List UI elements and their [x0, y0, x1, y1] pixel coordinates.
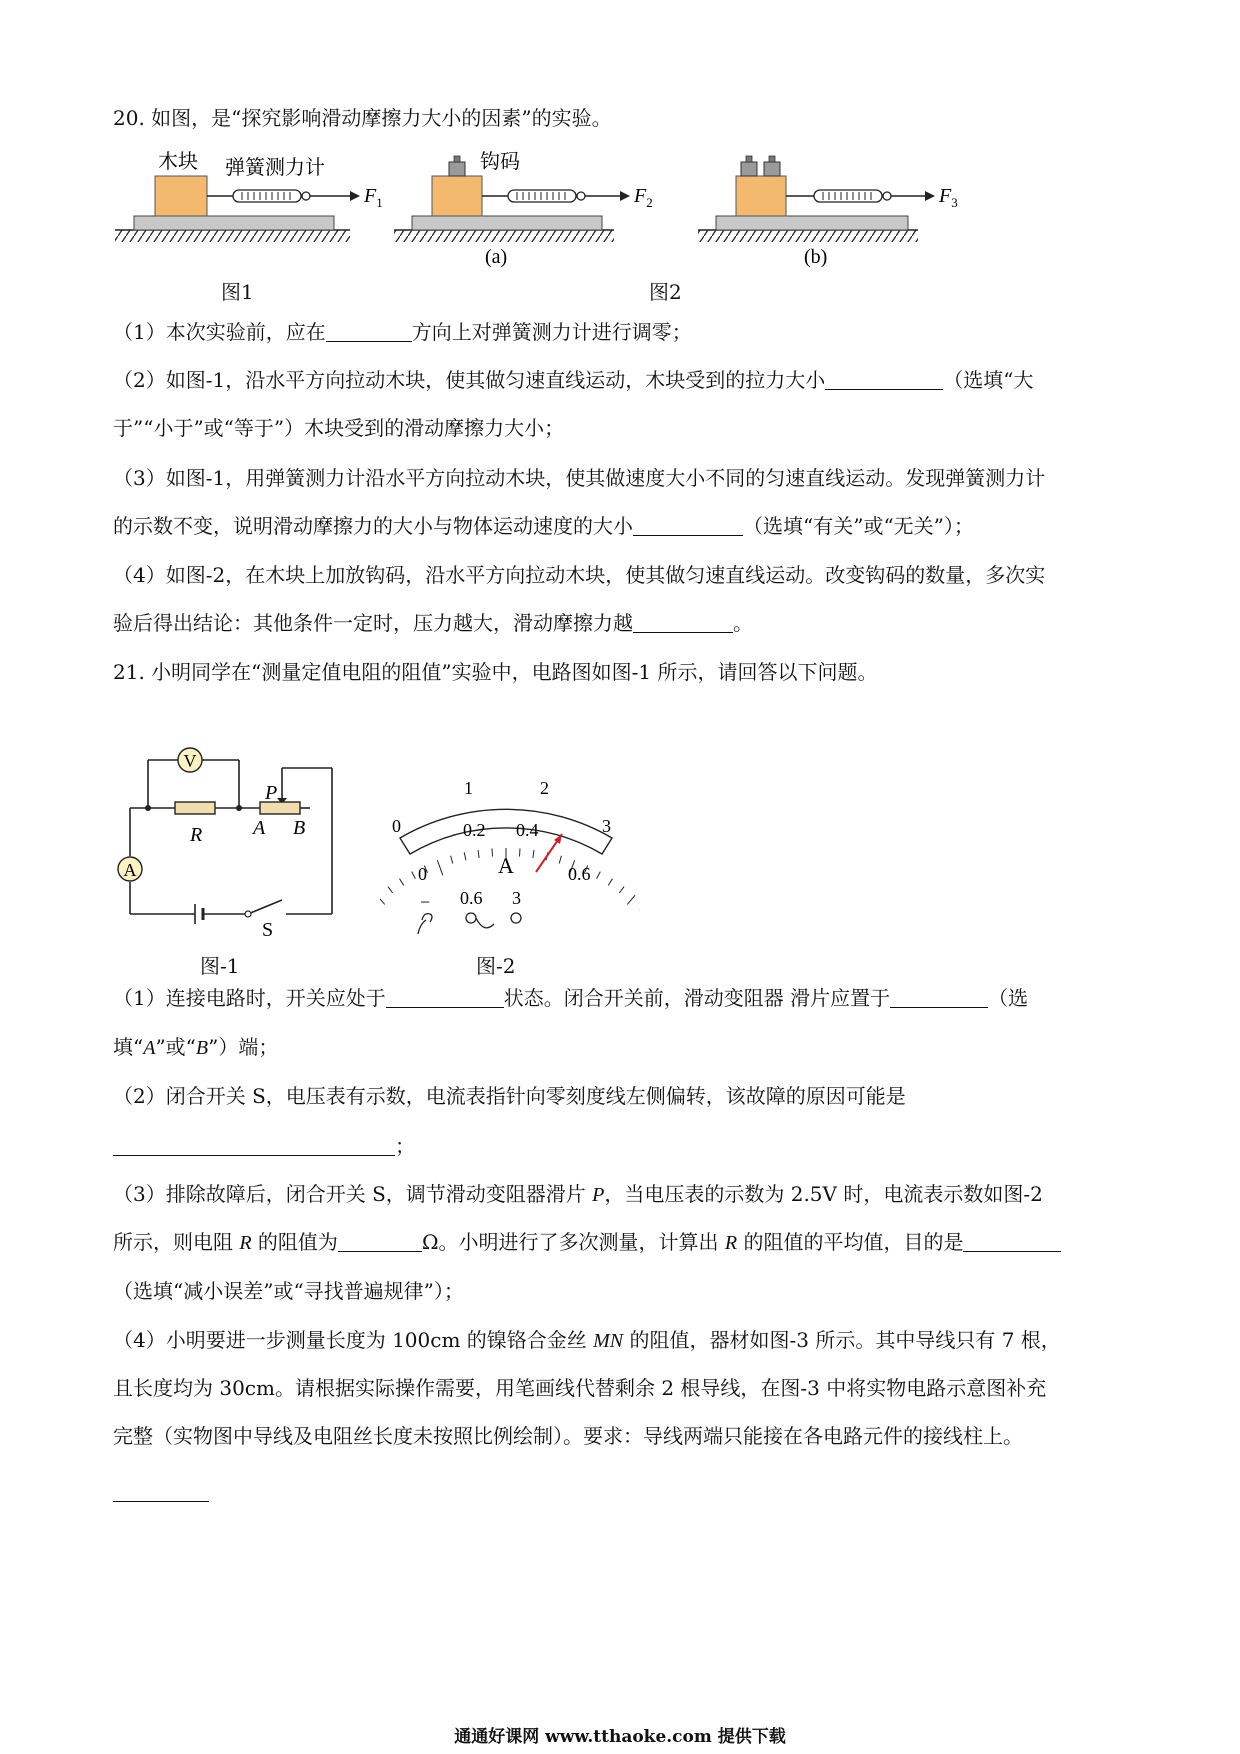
label-weight: 钩码: [480, 149, 520, 173]
dial-tick: [464, 852, 466, 860]
spring-scale: [233, 190, 301, 202]
label-r: R: [190, 824, 203, 846]
terminal-3: [511, 913, 521, 923]
label-s: S: [262, 919, 274, 940]
figure-2-caption: 图2: [649, 280, 682, 304]
svg-text:V: V: [183, 751, 197, 771]
svg-text:0.6: 0.6: [460, 888, 483, 908]
svg-text:0: 0: [392, 816, 401, 836]
svg-text:2: 2: [540, 778, 549, 798]
label-block: 木块: [158, 149, 198, 173]
answer-blank[interactable]: [338, 1231, 422, 1252]
label-spring-scale: 弹簧测力计: [225, 155, 325, 179]
force-f1: $F_1$: [364, 185, 383, 210]
spring-scale: [508, 190, 576, 202]
q21-part-4-cont: 且长度均为 30cm。请根据实际操作需要，用笔画线代替剩余 2 根导线，在图-3 中将实物电路示意图补充: [113, 1376, 1047, 1400]
q20-part-3: （3）如图-1，用弹簧测力计沿水平方向拉动木块，使其做速度大小不同的匀速直线运动。发现弹簧测力计: [113, 466, 1046, 490]
q20-part-2-cont: 于”“小于”或“等于”）木块受到的滑动摩擦力大小；: [113, 416, 565, 440]
figure-circuit-diagram: [110, 740, 350, 940]
q20-part-1: （1）本次实验前，应在 方向上对弹簧测力计进行调零；: [113, 320, 692, 344]
dial-tick: [437, 860, 443, 875]
dial-tick: [608, 879, 612, 886]
svg-text:0.2: 0.2: [463, 820, 486, 840]
dial-tick: [388, 887, 393, 893]
svg-text:0.4: 0.4: [516, 820, 539, 840]
meter-unit: A: [498, 853, 514, 878]
figure-1-friction: [110, 140, 390, 260]
dial-tick: [400, 879, 404, 886]
q21-part-2-cont: ；: [113, 1132, 415, 1160]
answer-blank[interactable]: [113, 1481, 209, 1502]
answer-blank[interactable]: [963, 1231, 1061, 1252]
dial-tick: [478, 850, 479, 858]
q21-part-4-cont2: 完整（实物图中导线及电阻丝长度未按照比例绘制）。要求：导线两端只能接在各电路元件的接线柱上。: [113, 1424, 1023, 1448]
figure-1-caption: 图1: [221, 280, 254, 304]
svg-text:0.6: 0.6: [568, 864, 591, 884]
answer-blank[interactable]: [633, 515, 743, 536]
figure-ammeter-dial: [380, 770, 640, 950]
q21-part-3-cont: 所示，则电阻 R 的阻值为 Ω。小明进行了多次测量，计算出 R 的阻值的平均值，目的是: [113, 1228, 1061, 1257]
dial-tick: [619, 887, 624, 893]
weight: [764, 162, 780, 176]
spring-scale: [814, 190, 882, 202]
label-p: P: [265, 782, 278, 804]
svg-text:A: A: [123, 860, 137, 880]
terminal-0-6: [466, 913, 476, 923]
label-b: B: [293, 817, 306, 839]
answer-blank[interactable]: [633, 612, 733, 633]
answer-blank[interactable]: [386, 987, 504, 1008]
weight: [449, 162, 465, 176]
q20-part-4: （4）如图-2，在木块上加放钩码，沿水平方向拉动木块，使其做匀速直线运动。改变钩码的数量，多次实: [113, 563, 1046, 587]
force-f2: $F_2$: [634, 185, 653, 210]
wood-block: [736, 176, 786, 216]
wood-block: [432, 176, 482, 216]
answer-blank[interactable]: [890, 987, 988, 1008]
figure-2a-friction: [392, 140, 672, 270]
caption-a: (a): [485, 246, 508, 268]
board: [134, 216, 334, 230]
q21-part-4-answer: [113, 1478, 209, 1506]
figure-2b-friction: [696, 140, 976, 270]
dial-tick: [380, 895, 385, 904]
ground: [115, 230, 350, 242]
caption-b: (b): [804, 246, 828, 268]
q21-part-2: （2）闭合开关 S，电压表有示数，电流表指针向零刻度线左侧偏转，该故障的原因可能是: [113, 1084, 906, 1108]
svg-text:1: 1: [464, 778, 473, 798]
svg-text:3: 3: [512, 888, 521, 908]
q20-part-3-cont: 的示数不变，说明滑动摩擦力的大小与物体运动速度的大小 （选填“有关”或“无关”）；: [113, 514, 974, 538]
footer-source: 通通好课网 www.tthaoke.com 提供下载: [454, 1727, 786, 1747]
force-f3: $F_3$: [939, 185, 958, 210]
svg-text:0: 0: [418, 864, 427, 884]
dial-tick: [492, 849, 493, 857]
q21-part-4: （4）小明要进一步测量长度为 100cm 的镍铬合金丝 MN 的阻值，器材如图-3 所示。其中导线只有 7 根，: [113, 1328, 1061, 1352]
q21-part-3: （3）排除故障后，闭合开关 S，调节滑动变阻器滑片 P，当电压表的示数为 2.5V 时，电流表示数如图-2: [113, 1182, 1043, 1206]
figure-circuit-caption: 图-1: [200, 954, 240, 978]
dial-tick: [520, 849, 521, 857]
answer-blank[interactable]: [825, 369, 943, 390]
answer-blank[interactable]: [326, 321, 412, 342]
answer-blank[interactable]: [113, 1135, 395, 1156]
wood-block: [155, 176, 207, 216]
figure-ammeter-caption: 图-2: [476, 954, 516, 978]
dial-tick: [451, 856, 453, 864]
q21-part-1: （1）连接电路时，开关应处于 状态。闭合开关前，滑动变阻器 滑片应置于 （选: [113, 986, 1029, 1010]
q21-part-3-cont2: （选填“减小误差”或“寻找普遍规律”）；: [113, 1279, 464, 1303]
dial-tick: [533, 850, 534, 858]
dial-tick: [412, 872, 416, 879]
q21-part-1-cont: 填“A”或“B”）端；: [113, 1035, 279, 1059]
dial-tick: [597, 872, 601, 879]
q20-title: 20. 如图，是“探究影响滑动摩擦力大小的因素”的实验。: [113, 106, 612, 130]
label-a: A: [253, 817, 266, 839]
q20-part-2: （2）如图-1，沿水平方向拉动木块，使其做匀速直线运动，木块受到的拉力大小 （选填“大: [113, 368, 1034, 392]
dial-tick: [559, 856, 561, 864]
q21-title: 21. 小明同学在“测量定值电阻的阻值”实验中，电路图如图-1 所示，请回答以下问题。: [113, 660, 878, 684]
svg-text:−: −: [420, 892, 431, 912]
weight: [741, 162, 757, 176]
q20-part-4-cont: 验后得出结论：其他条件一定时，压力越大，滑动摩擦力越 。: [113, 611, 753, 635]
dial-tick: [627, 895, 635, 904]
resistor-r: [175, 802, 215, 814]
svg-text:3: 3: [602, 816, 611, 836]
